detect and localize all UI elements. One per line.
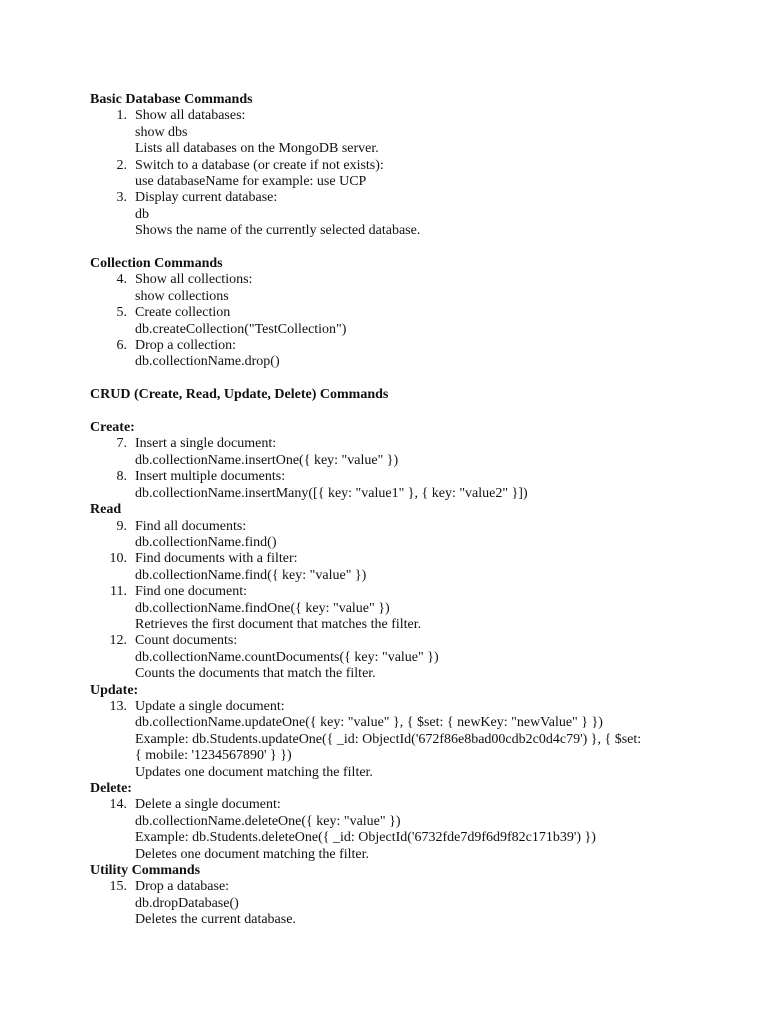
section-heading-basic-database-commands: Basic Database Commands (90, 92, 253, 107)
list-number: 9. (116, 518, 127, 534)
list-item (90, 699, 730, 781)
list-line: Find all documents: (135, 518, 247, 534)
list-line: Insert multiple documents: (135, 469, 286, 485)
list-line: Example: db.Students.deleteOne({ _id: ObjectId('6732fde7d9f6d9f82c171b39') }) (135, 830, 596, 846)
list-item (90, 551, 730, 584)
list-line: show collections (135, 288, 229, 304)
list-line: Find documents with a filter: (135, 551, 298, 567)
list-line: db.collectionName.updateOne({ key: "value" }, { $set: { newKey: "newValue" } }) (135, 715, 603, 731)
list-item (90, 519, 730, 552)
list-number: 10. (109, 551, 127, 567)
list-line: db (135, 206, 149, 222)
list-item (90, 797, 730, 863)
section-heading-collection-commands: Collection Commands (90, 256, 223, 272)
list-item (90, 108, 730, 157)
blank-line (90, 404, 730, 420)
list-number: 8. (116, 469, 127, 485)
list-number: 12. (109, 633, 127, 649)
list-item (90, 338, 730, 371)
list-line: Updates one document matching the filter. (135, 764, 373, 780)
list-line: Switch to a database (or create if not exists): (135, 157, 384, 173)
list-line: db.collectionName.countDocuments({ key: "value" }) (135, 649, 439, 665)
blank-line (90, 371, 730, 387)
list-item (90, 584, 730, 633)
list-number: 6. (116, 338, 127, 354)
list-item (90, 469, 730, 502)
list-line: Create collection (135, 305, 231, 321)
list-line: db.collectionName.deleteOne({ key: "value" }) (135, 813, 401, 829)
document-content (90, 92, 730, 929)
list-line: db.collectionName.insertMany([{ key: "value1" }, { key: "value2" }]) (135, 485, 528, 501)
list-number: 13. (109, 698, 127, 714)
list-line: show dbs (135, 124, 188, 140)
list-line: Drop a collection: (135, 338, 237, 354)
list-number: 2. (116, 157, 127, 173)
list-line: db.dropDatabase() (135, 895, 239, 911)
list-line: Drop a database: (135, 879, 230, 895)
list-number: 5. (116, 305, 127, 321)
list-line: Deletes one document matching the filter. (135, 846, 370, 862)
list-item (90, 305, 730, 338)
list-number: 4. (116, 272, 127, 288)
list-line: Count documents: (135, 633, 238, 649)
list-line: Show all collections: (135, 272, 253, 288)
list-line: use databaseName for example: use UCP (135, 174, 367, 190)
section-heading-delete: Delete: (90, 781, 132, 797)
list-number: 3. (116, 190, 127, 206)
list-line: db.collectionName.find({ key: "value" }) (135, 567, 367, 583)
list-line: db.createCollection("TestCollection") (135, 321, 347, 337)
list-line: Insert a single document: (135, 436, 277, 452)
list-line: Retrieves the first document that matches the filter. (135, 616, 422, 632)
section-heading-crud-commands: CRUD (Create, Read, Update, Delete) Commands (90, 387, 389, 403)
list-line: Show all databases: (135, 108, 246, 124)
list-line: { mobile: '1234567890' } }) (135, 748, 292, 764)
section-heading-update: Update: (90, 682, 139, 698)
list-number: 14. (109, 797, 127, 813)
list-item (90, 190, 730, 239)
list-line: db.collectionName.findOne({ key: "value" }) (135, 600, 390, 616)
list-line: Display current database: (135, 190, 278, 206)
section-heading-read: Read (90, 502, 122, 518)
list-line: Update a single document: (135, 698, 285, 714)
list-line: Find one document: (135, 584, 247, 600)
list-item (90, 436, 730, 469)
section-heading-create: Create: (90, 420, 135, 436)
list-number: 1. (116, 108, 127, 124)
blank-line (90, 240, 730, 256)
list-line: db.collectionName.drop() (135, 354, 280, 370)
list-line: Shows the name of the currently selected database. (135, 223, 421, 239)
list-line: Example: db.Students.updateOne({ _id: ObjectId('672f86e8bad00cdb2c0d4c79') }, { $set: (135, 731, 642, 747)
section-heading-utility-commands: Utility Commands (90, 863, 201, 879)
list-item (90, 158, 730, 191)
list-item (90, 272, 730, 305)
list-item (90, 879, 730, 928)
list-line: db.collectionName.insertOne({ key: "value" }) (135, 452, 399, 468)
list-number: 15. (109, 879, 127, 895)
list-line: Deletes the current database. (135, 912, 296, 928)
list-line: Lists all databases on the MongoDB server. (135, 141, 379, 157)
list-number: 7. (116, 436, 127, 452)
list-number: 11. (110, 584, 127, 600)
list-item (90, 633, 730, 682)
list-line: Delete a single document: (135, 797, 281, 813)
list-line: Counts the documents that match the filter. (135, 666, 376, 682)
list-line: db.collectionName.find() (135, 534, 277, 550)
